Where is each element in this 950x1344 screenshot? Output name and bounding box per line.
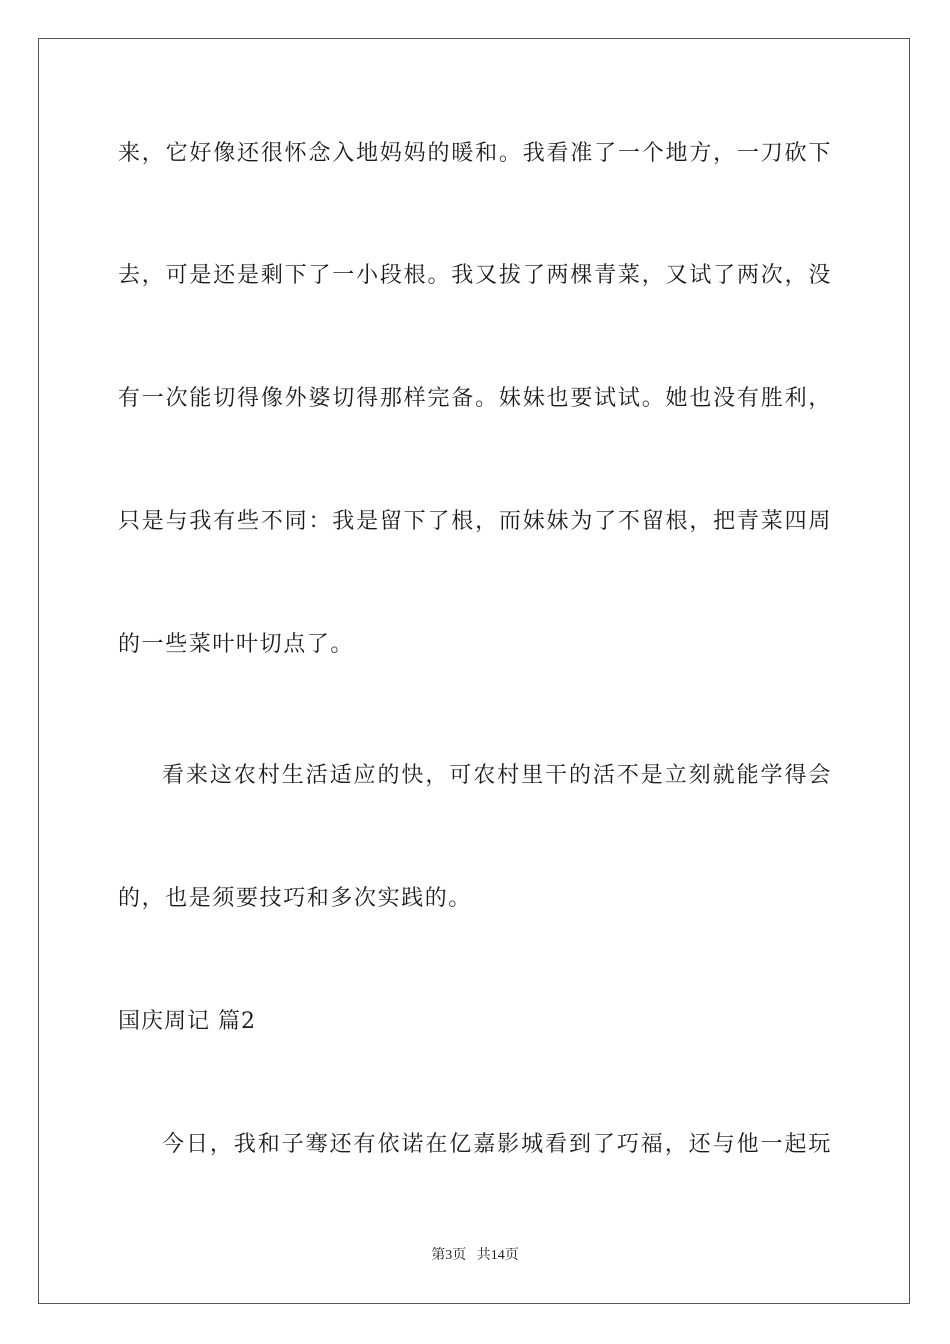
text-line: 的一些菜叶叶切点了。 xyxy=(118,632,355,657)
text-line: 今日，我和子骞还有依诺在亿嘉影城看到了巧福，还与他一起玩 xyxy=(162,1132,832,1157)
text-line: 有一次能切得像外婆切得那样完备。妹妹也要试试。她也没有胜利， xyxy=(118,386,832,411)
text-line: 的，也是须要技巧和多次实践的。 xyxy=(118,886,473,911)
page-border xyxy=(38,38,910,1304)
page-number: 第3页 xyxy=(431,1248,467,1263)
page-footer xyxy=(0,1246,950,1266)
text-line: 来，它好像还很怀念入地妈妈的暖和。我看准了一个地方，一刀砍下 xyxy=(118,141,832,166)
text-line: 去，可是还是剩下了一小段根。我又拔了两棵青菜，又试了两次，没 xyxy=(118,263,832,288)
total-pages: 共14页 xyxy=(476,1248,519,1263)
section-heading: 国庆周记 篇2 xyxy=(118,1009,256,1034)
text-line: 只是与我有些不同：我是留下了根，而妹妹为了不留根，把青菜四周 xyxy=(118,509,832,534)
text-line: 看来这农村生活适应的快，可农村里干的活不是立刻就能学得会 xyxy=(162,763,832,788)
